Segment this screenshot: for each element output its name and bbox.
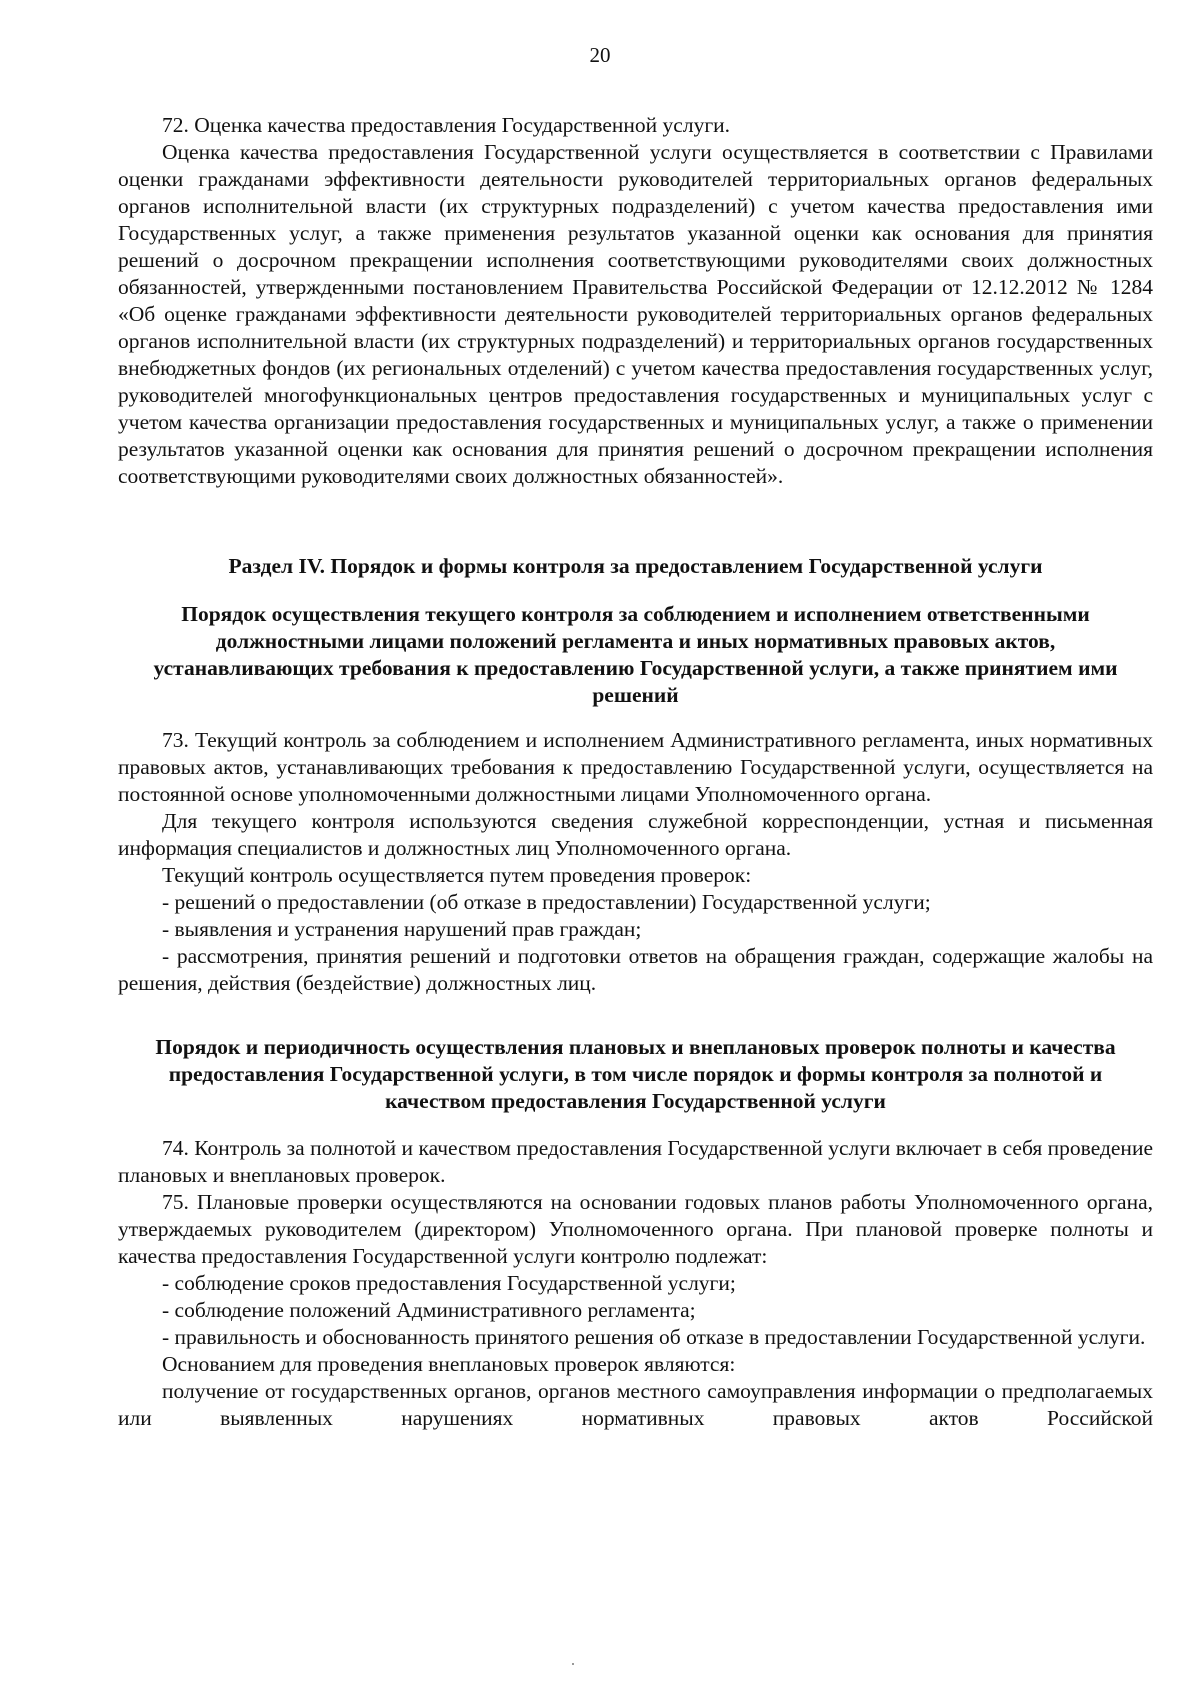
section-73 [118,727,1153,997]
section-75-p1: 75. Плановые проверки осуществляются на основании годовых планов работы Уполномоченного органа, утверждаемых руководителем (директором) Уполномоченного органа. При плановой проверке полноты и качества предоставления Государственной услуги контролю подлежат: [118,1190,1153,1268]
page-number: 20 [589,43,611,67]
section-73-p3: Текущий контроль осуществляется путем проведения проверок: [162,863,752,887]
subheading-scheduled-checks: Порядок и периодичность осуществления плановых и внеплановых проверок полноты и качества предоставления Государственной услуги, в том числе порядок и формы контроля за полнотой и качеством предоставления Государственной услуги [155,1035,1116,1113]
list-item: - рассмотрения, принятия решений и подготовки ответов на обращения граждан, содержащие жалобы на решения, действия (бездействие) должностных лиц. [118,944,1153,995]
list-item: - правильность и обоснованность принятого решения об отказе в предоставлении Государственной услуги. [162,1325,1146,1349]
section-73-p2: Для текущего контроля используются сведения служебной корреспонденции, устная и письменная информация специалистов и должностных лиц Уполномоченного органа. [118,809,1153,860]
section-72-title: 72. Оценка качества предоставления Государственной услуги. [162,113,731,137]
section-73-p1: 73. Текущий контроль за соблюдением и исполнением Административного регламента, иных нормативных правовых актов, устанавливающих требования к предоставлению Государственной услуги, осуществляется на постоянной основе уполномоченными должностными лицами Уполномоченного органа. [118,728,1153,806]
scan-dot [572,1663,574,1665]
section-75-p2: Основанием для проведения внеплановых проверок являются: [162,1352,736,1376]
section-72-body: Оценка качества предоставления Государственной услуги осуществляется в соответствии с Правилами оценки гражданами эффективности деятельности руководителей территориальных органов федеральных органов исполнительной власти (их структурных подразделений) с учетом качества предоставления ими Государственных услуг, а также применения результатов указанной оценки как основания для принятия решений о досрочном прекращении исполнения соответствующими руководителями своих должностных обязанностей, утвержденными постановлением Правительства Российской Федерации от 12.12.2012 № 1284 «Об оценке гражданами эффективности деятельности руководителей территориальных органов федеральных органов исполнительной власти (их структурных подразделений) и территориальных органов государственных внебюджетных фондов (их региональных отделений) с учетом качества предоставления государственных услуг, руководителей многофункциональных центров предоставления государственных и муниципальных услуг с учетом качества организации предоставления государственных и муниципальных услуг, а также о применении результатов указанной оценки как основания для принятия решений о досрочном прекращении исполнения соответствующими руководителями своих должностных обязанностей». [118,140,1153,488]
section-75-p3: получение от государственных органов, органов местного самоуправления информации о предполагаемых или выявленных нарушениях нормативных правовых актов Российской [118,1379,1153,1430]
section-74: 74. Контроль за полнотой и качеством предоставления Государственной услуги включает в себя проведение плановых и внеплановых проверок. [118,1136,1153,1187]
section-72 [118,112,1153,490]
subheading-current-control: Порядок осуществления текущего контроля за соблюдением и исполнением ответственными должностными лицами положений регламента и иных нормативных правовых актов, устанавливающих требования к предоставлению Государственной услуги, а также принятием ими решений [153,602,1118,707]
list-item: - соблюдение сроков предоставления Государственной услуги; [162,1271,736,1295]
list-item: - соблюдение положений Административного регламента; [162,1298,696,1322]
list-item: - выявления и устранения нарушений прав граждан; [162,917,642,941]
section-4-title: Раздел IV. Порядок и формы контроля за предоставлением Государственной услуги [228,554,1043,578]
section-74-75 [118,1135,1153,1432]
list-item: - решений о предоставлении (об отказе в предоставлении) Государственной услуги; [162,890,931,914]
